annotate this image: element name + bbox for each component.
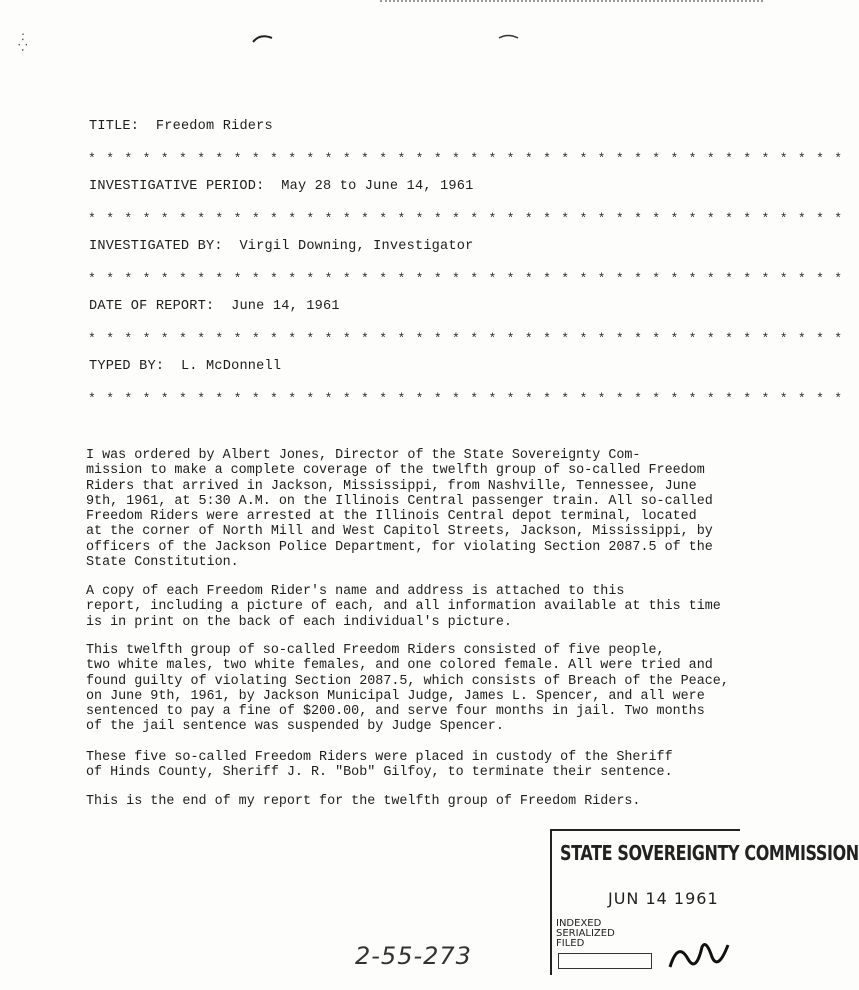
- text-line: A copy of each Freedom Rider's name and address is attached to this: [86, 584, 625, 599]
- investigator-field: [89, 239, 473, 254]
- received-stamp: [550, 829, 859, 975]
- separator: * * * * * * * * * * * * * * * * * * * * * * * * * * * * * * * * * * * * * * * * * *: [88, 271, 844, 286]
- separator: * * * * * * * * * * * * * * * * * * * * * * * * * * * * * * * * * * * * * * * * * *: [88, 391, 844, 406]
- text-line: officers of the Jackson Police Department, for violating Section 2087.5 of the: [86, 539, 713, 555]
- text-line: Riders that arrived in Jackson, Mississippi, from Nashville, Tennessee, June: [86, 478, 697, 494]
- stamp-row-filed: FILED: [556, 938, 585, 949]
- separator: * * * * * * * * * * * * * * * * * * * * * * * * * * * * * * * * * * * * * * * * * *: [88, 211, 844, 226]
- date-field: [89, 299, 340, 314]
- separator: * * * * * * * * * * * * * * * * * * * * * * * * * * * * * * * * * * * * * * * * * *: [88, 151, 844, 166]
- date-label: DATE OF REPORT:: [89, 299, 215, 314]
- text-line: on June 9th, 1961, by Jackson Municipal Judge, James L. Spencer, and all were: [86, 688, 705, 704]
- separator: * * * * * * * * * * * * * * * * * * * * * * * * * * * * * * * * * * * * * * * * * *: [88, 331, 844, 346]
- text-line: This twelfth group of so-called Freedom Riders consisted of five people,: [86, 643, 665, 658]
- text-line: report, including a picture of each, and all information available at this time: [86, 599, 721, 615]
- paragraph-4: [86, 750, 686, 781]
- period-label: INVESTIGATIVE PERIOD:: [89, 179, 265, 194]
- margin-mark: ⁛: [18, 39, 28, 53]
- ink-mark: [498, 32, 520, 42]
- signature-initials: [666, 937, 736, 973]
- stamp-row-serialized: SERIALIZED: [556, 928, 615, 939]
- investigator-label: INVESTIGATED BY:: [89, 239, 223, 254]
- text-line: This is the end of my report for the twelfth group of Freedom Riders.: [86, 794, 641, 809]
- typed-field: [89, 359, 281, 374]
- text-line: two white males, two white females, and one colored female. All were tried and: [86, 658, 713, 674]
- stamp-box: [558, 953, 652, 969]
- margin-mark: ·: [20, 30, 27, 41]
- text-line: I was ordered by Albert Jones, Director of the State Sovereignty Com-: [86, 448, 641, 463]
- paragraph-2: [86, 584, 721, 630]
- typed-value: L. McDonnell: [180, 359, 282, 374]
- text-line: 9th, 1961, at 5:30 A.M. on the Illinois Central passenger train. All so-called: [86, 493, 713, 509]
- stamp-row-indexed: INDEXED: [556, 918, 602, 929]
- investigator-value: Virgil Downing, Investigator: [239, 239, 474, 254]
- top-edge-dots: [380, 0, 763, 6]
- paragraph-3: [86, 643, 729, 735]
- text-line: is in print on the back of each individual's picture.: [86, 614, 512, 630]
- text-line: sentenced to pay a fine of $200.00, and serve four months in jail. Two months: [86, 704, 705, 720]
- file-number: 2-55-273: [355, 942, 472, 970]
- typed-label: TYPED BY:: [89, 359, 165, 374]
- date-value: June 14, 1961: [231, 299, 340, 314]
- title-field: [89, 119, 273, 134]
- paragraph-1: [86, 448, 713, 571]
- text-line: Freedom Riders were arrested at the Illinois Central depot terminal, located: [86, 509, 697, 525]
- text-line: State Constitution.: [86, 555, 239, 571]
- text-line: mission to make a complete coverage of the twelfth group of so-called Freedom: [86, 463, 705, 479]
- period-field: [89, 179, 473, 194]
- stamp-heading: STATE SOVEREIGNTY COMMISSION: [560, 841, 859, 865]
- stamp-rows: [556, 919, 615, 949]
- text-line: of the jail sentence was suspended by Judge Spencer.: [86, 719, 504, 735]
- paragraph-5: [86, 794, 686, 809]
- period-value: May 28 to June 14, 1961: [281, 179, 474, 194]
- title-label: TITLE:: [89, 119, 140, 134]
- text-line: at the corner of North Mill and West Capitol Streets, Jackson, Mississippi, by: [86, 524, 713, 540]
- text-line: These five so-called Freedom Riders were placed in custody of the Sheriff: [86, 750, 673, 765]
- ink-mark: [252, 32, 274, 44]
- text-line: of Hinds County, Sheriff J. R. "Bob" Gilfoy, to terminate their sentence.: [86, 765, 673, 781]
- stamp-date: JUN 14 1961: [608, 889, 719, 908]
- text-line: found guilty of violating Section 2087.5, which consists of Breach of the Peace,: [86, 673, 729, 689]
- title-value: Freedom Riders: [155, 119, 273, 134]
